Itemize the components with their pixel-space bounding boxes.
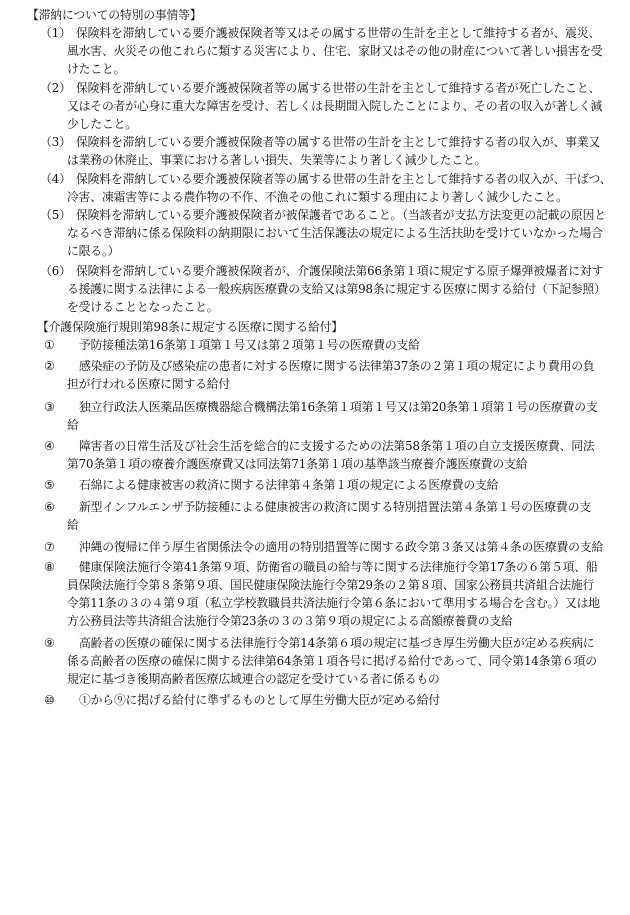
item-number: ⑤: [44, 478, 55, 492]
item-text-line: 規定に基づき後期高齢者医療広域連合の認定を受けている者に係るもの: [67, 672, 440, 686]
section-heading: 【介護保険施行規則第98条に規定する医療に関する給付】: [37, 320, 343, 334]
item-number: ④: [44, 439, 55, 453]
item-text-line: 保険料を滞納している要介護被保険者等又はその属する世帯の生計を主として維持する者が、震災、: [76, 26, 601, 40]
item-number: （6）: [40, 264, 72, 278]
section-heading: 【滞納についての特別の事情等】: [27, 8, 202, 22]
item-text-line: 冷害、凍霜害等による農作物の不作、不漁その他これに類する理由により著しく減少したこと。: [67, 190, 568, 204]
item-text-line: を受けることとなったこと。: [67, 300, 219, 314]
item-text-line: 石綿による健康被害の救済に関する法律第４条第１項の規定による医療費の支給: [79, 478, 499, 492]
item-text-line: 係る高齢者の医療の確保に関する法律第64条第１項各号に掲げる給付であって、同令第14条第６項の: [67, 654, 597, 668]
item-number: （3）: [40, 135, 72, 149]
item-text-line: 風水害、火災その他これらに類する災害により、住宅、家財又はその他の財産について著しい損害を受: [67, 44, 603, 58]
item-text-line: 感染症の予防及び感染症の患者に対する医療に関する法律第37条の２第１項の規定により費用の負: [79, 359, 595, 373]
item-text-line: 第70条第１項の療養介護医療費又は同法第71条第１項の基準該当療養介護医療費の支給: [67, 457, 528, 471]
item-number: （5）: [40, 208, 72, 222]
item-text-line: 保険料を滞納している要介護被保険者が被保護者であること。（当該者が支払方法変更の記載の原因と: [76, 208, 606, 222]
item-text-line: 沖縄の復帰に伴う厚生省関係法令の適用の特別措置等に関する政令第３条又は第４条の医療費の支給: [79, 540, 604, 554]
item-text-line: ①から⑨に掲げる給付に準ずるものとして厚生労働大臣が定める給付: [79, 693, 441, 707]
item-number: （2）: [40, 81, 72, 95]
item-number: ⑦: [44, 540, 55, 554]
item-text-line: 少したこと。: [67, 117, 137, 131]
item-number: ②: [44, 359, 55, 373]
item-text-line: る援護に関する法律による一般疾病医療費の支給又は第98条に規定する医療に関する給付（下記参照）: [67, 282, 606, 296]
item-text-line: 給: [67, 418, 79, 432]
item-text-line: なるべき滞納に係る保険料の納期限において生活保護法の規定による生活扶助を受けていなかった場合: [67, 226, 603, 240]
item-text-line: 保険料を滞納している要介護被保険者等の属する世帯の生計を主として維持する者が死亡したこと、: [76, 81, 601, 95]
item-text-line: けたこと。: [67, 62, 126, 76]
item-number: ⑥: [44, 500, 55, 514]
item-number: （4）: [40, 172, 72, 186]
item-text-line: 障害者の日常生活及び社会生活を総合的に支援するための法第58条第１項の自立支援医療費、同法: [79, 439, 595, 453]
item-number: （1）: [40, 26, 72, 40]
item-text-line: 又はその者が心身に重大な障害を受け、若しくは長期間入院したことにより、その者の収入が著しく減: [67, 99, 603, 113]
item-text-line: 独立行政法人医薬品医療機器総合機構法第16条第１項第１号又は第20条第１項第１号の医療費の支: [79, 400, 598, 414]
item-number: ③: [44, 400, 55, 414]
item-text-line: 員保険法施行令第８条第９項、国民健康保険法施行令第29条の２第８項、国家公務員共済組合法施行: [67, 578, 595, 592]
item-text-line: 健康保険法施行令第41条第９項、防衛省の職員の給与等に関する法律施行令第17条の６第５項、船: [79, 560, 598, 574]
item-number: ①: [44, 338, 55, 352]
item-text-line: 新型インフルエンザ予防接種による健康被害の救済に関する特別措置法第４条第１号の医療費の支: [79, 500, 591, 514]
item-text-line: 高齢者の医療の確保に関する法律施行令第14条第６項の規定に基づき厚生労働大臣が定める疾病に: [79, 636, 595, 650]
item-text-line: 保険料を滞納している要介護被保険者等の属する世帯の生計を主として維持する者の収入が、干ばつ、: [76, 172, 612, 186]
item-text-line: 予防接種法第16条第１項第１号又は第２項第１号の医療費の支給: [79, 338, 420, 352]
item-text-line: 担が行われる医療に関する給付: [67, 377, 231, 391]
item-number: ⑩: [44, 693, 55, 707]
item-text-line: は業務の休廃止、事業における著しい損失、失業等により著しく減少したこと。: [67, 153, 487, 167]
item-number: ⑨: [44, 636, 55, 650]
item-text-line: 令第11条の３の４第９項（私立学校教職員共済法施行令第６条において準用する場合を含む。）又は地: [67, 596, 600, 610]
item-text-line: 方公務員法等共済組合法施行令第23条の３の３第９項の規定による高額療養費の支給: [67, 614, 513, 628]
item-text-line: 保険料を滞納している要介護被保険者等の属する世帯の生計を主として維持する者の収入が、事業又: [76, 135, 601, 149]
item-text-line: 保険料を滞納している要介護被保険者が、介護保険法第66条第１項に規定する原子爆弾被爆者に対す: [76, 264, 604, 278]
item-number: ⑧: [44, 560, 55, 574]
item-text-line: 給: [67, 518, 79, 532]
item-text-line: に限る。）: [67, 244, 120, 258]
